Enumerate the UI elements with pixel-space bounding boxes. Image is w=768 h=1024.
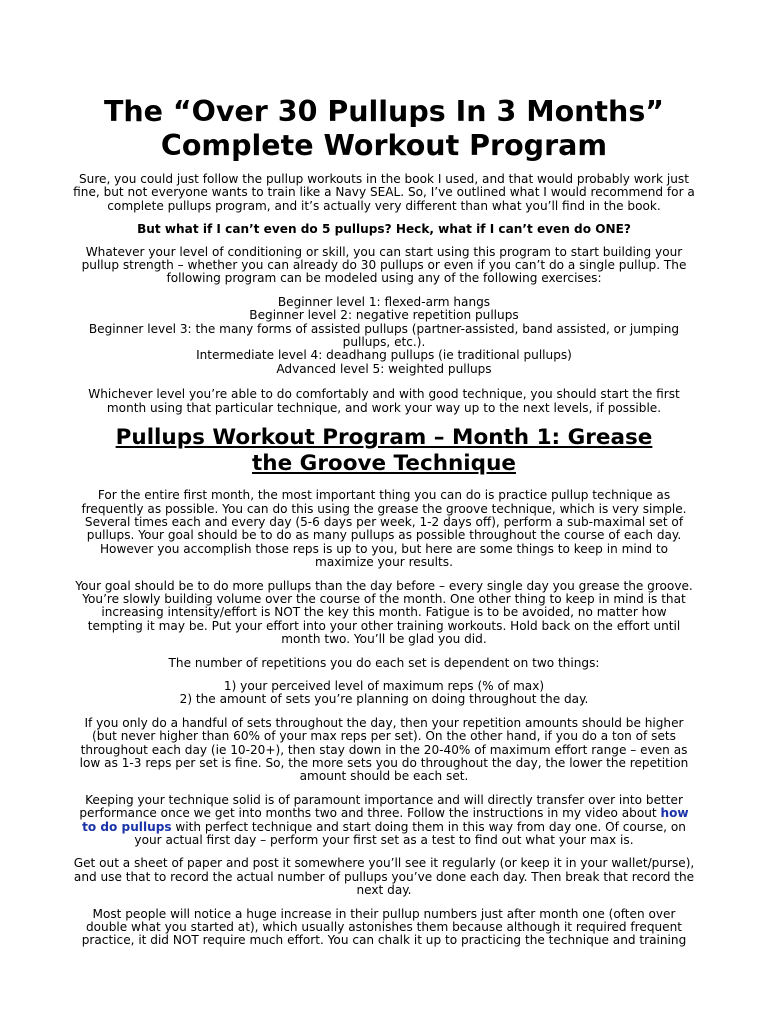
level-item: Intermediate level 4: deadhang pullups (ie traditional pullups) bbox=[196, 348, 572, 363]
technique-paragraph bbox=[72, 794, 696, 848]
question-heading: But what if I can’t even do 5 pullups? Heck, what if I can’t even do ONE? bbox=[137, 222, 631, 237]
section-heading-line-2: the Groove Technique bbox=[252, 451, 516, 477]
level-item: Beginner level 3: the many forms of assisted pullups (partner-assisted, band assisted, or jumping pullups, etc.). bbox=[88, 321, 680, 350]
reps-factors-list bbox=[72, 680, 696, 707]
document-title bbox=[60, 95, 708, 163]
month1-paragraph: For the entire first month, the most important thing you can do is practice pullup technique as frequently as possible. You can do this using the grease the groove technique, which is very simple. Several times each and every day (5-6 days per week, 1-2 days off), perform a sub-maximal set of pullups. Your goal should be to do as many pullups as possible throughout the course of each day. However you accomplish those reps is up to you, but here are some things to keep in mind to maximize your results. bbox=[81, 488, 687, 570]
document-body bbox=[72, 173, 696, 958]
level-item: Advanced level 5: weighted pullups bbox=[276, 361, 492, 376]
month1-paragraph: Your goal should be to do more pullups than the day before – every single day you grease the groove. You’re slowly building volume over the course of the month. One other thing to keep in mind is that increasing intensity/effort is NOT the key this month. Fatigue is to be avoided, no matter how tempting it may be. Put your effort into your other training workouts. Hold back on the effort until month two. You’ll be glad you did. bbox=[75, 578, 693, 647]
most-people-paragraph: Most people will notice a huge increase in their pullup numbers just after month one (often over double what you started at), which usually astonishes them because although it required frequent practice, it did NOT require much effort. You can chalk it up to practicing the technique and training bbox=[81, 906, 687, 948]
paper-paragraph: Get out a sheet of paper and post it somewhere you’ll see it regularly (or keep it in your wallet/purse), and use that to record the actual number of pullups you’ve done each day. Then break that record the next day. bbox=[73, 856, 695, 898]
section-heading-month-1 bbox=[52, 425, 716, 477]
intro-paragraph: Sure, you could just follow the pullup workouts in the book I used, and that would probably work just fine, but not everyone wants to train like a Navy SEAL. So, I’ve outlined what I would recommend for a complete pullups program, and it’s actually very different than what you’ll find in the book. bbox=[73, 172, 695, 213]
whichever-paragraph: Whichever level you’re able to do comfortably and with good technique, you should start the first month using that particular technique, and work your way up to the next levels, if possible. bbox=[88, 387, 680, 415]
title-line-1: The “Over 30 Pullups In 3 Months” bbox=[103, 95, 665, 128]
level-item: Beginner level 2: negative repetition pullups bbox=[249, 308, 519, 323]
how-to-do-pullups-link[interactable]: how to do pullups bbox=[82, 806, 689, 834]
level-item: Beginner level 1: flexed-arm hangs bbox=[277, 294, 491, 309]
reps-factor-item: 2) the amount of sets you’re planning on doing throughout the day. bbox=[179, 692, 589, 707]
exercise-levels-list bbox=[72, 296, 696, 376]
section-heading-line-1: Pullups Workout Program – Month 1: Grease bbox=[115, 425, 653, 451]
conditioning-paragraph: Whatever your level of conditioning or skill, you can start using this program to start building your pullup strength – whether you can already do 30 pullups or even if you can’t do a single pullup. The following program can be modeled using any of the following exercises: bbox=[81, 244, 687, 286]
month1-paragraph: The number of repetitions you do each set is dependent on two things: bbox=[168, 655, 600, 670]
title-line-2: Complete Workout Program bbox=[160, 129, 608, 162]
handful-paragraph: If you only do a handful of sets throughout the day, then your repetition amounts should be higher (but never higher than 60% of your max reps per set). On the other hand, if you do a ton of sets throughout each day (ie 10-20+), then stay down in the 20-40% of maximum effort range – even as low as 1-3 reps per set is fine. So, the more sets you do throughout the day, the lower the repetition amount should be each set. bbox=[79, 715, 689, 784]
technique-text-before: Keeping your technique solid is of paramount importance and will directly transfer over into better performance once we get into months two and three. Follow the instructions in my video about bbox=[79, 792, 683, 821]
reps-factor-item: 1) your perceived level of maximum reps (% of max) bbox=[223, 678, 545, 693]
technique-text-after: with perfect technique and start doing them in this way from day one. Of course, on your actual first day – perform your first set as a test to find out what your max is. bbox=[134, 819, 686, 848]
